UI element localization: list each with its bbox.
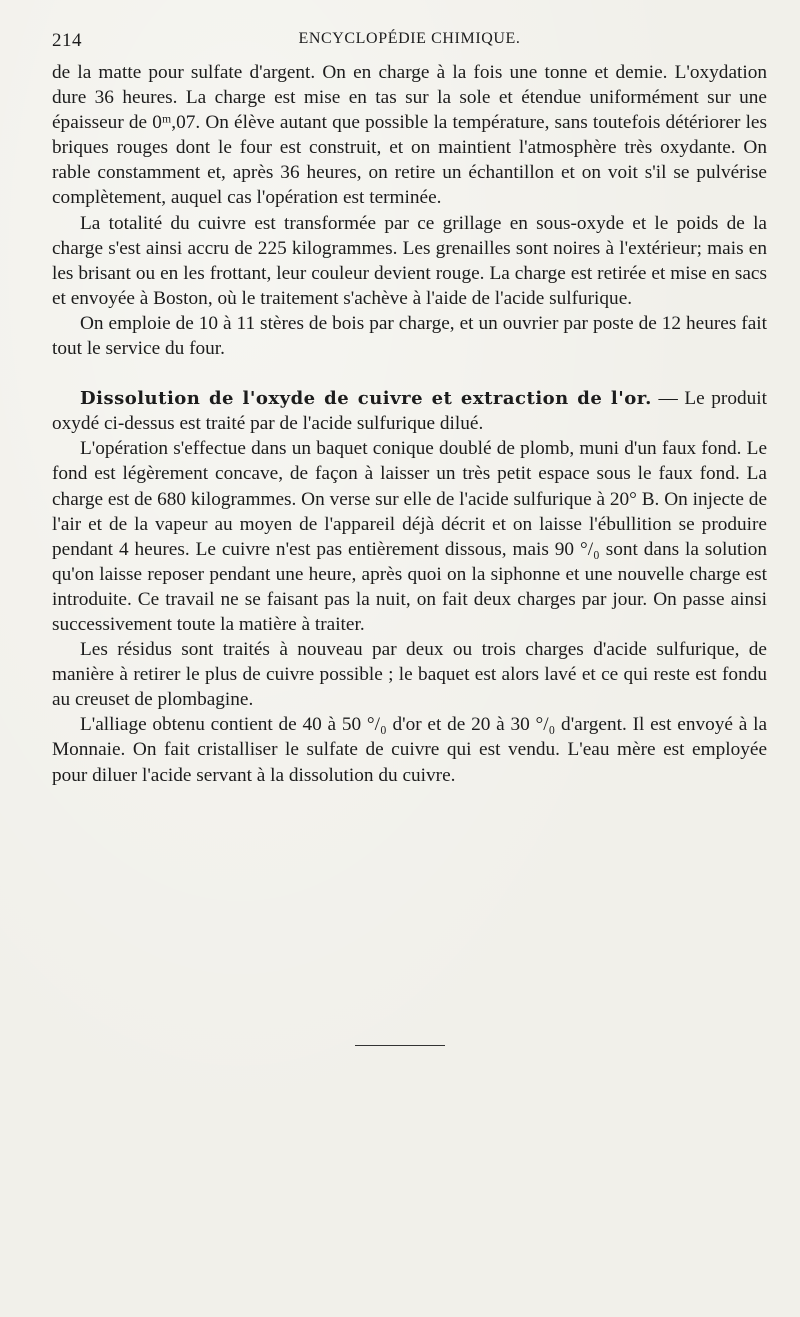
section-heading-paragraph xyxy=(52,386,767,436)
page-header xyxy=(52,30,767,54)
paragraph: L'opération s'effectue dans un baquet conique doublé de plomb, muni d'un faux fond. Le fond est légèrement concave, de façon à laisser un très petit espace sous le faux fond. La charge est de 680 kilogrammes. On verse sur elle de l'acide sulfurique à 20° B. On injecte de l'air et de la vapeur au moyen de l'appareil déjà décrit et on laisse l'ébullition se produire pendant 4 heures. Le cuivre n'est pas entièrement dissous, mais 90 °/₀ sont dans la solution qu'on laisse reposer pendant une heure, après quoi on la siphonne et une nouvelle charge est introduite. Ce travail ne se faisant pas la nuit, on fait deux charges par jour. On passe ainsi successivement toute la matière à traiter. xyxy=(52,438,767,635)
running-head: ENCYCLOPÉDIE CHIMIQUE. xyxy=(298,30,521,47)
section-end-rule xyxy=(355,1045,445,1046)
section-heading-continuation: — Le produit oxydé ci-dessus est traité par de l'acide sulfurique dilué. xyxy=(52,388,767,435)
paragraph: Les résidus sont traités à nouveau par deux ou trois charges d'acide sulfurique, de manière à retirer le plus de cuivre possible ; le baquet est alors lavé et ce qui reste est fondu au creuset de plombagine. xyxy=(52,639,767,711)
paragraph: On emploie de 10 à 11 stères de bois par charge, et un ouvrier par poste de 12 heures fait tout le service du four. xyxy=(52,312,767,360)
paragraph: La totalité du cuivre est transformée par ce grillage en sous-oxyde et le poids de la charge s'est ainsi accru de 225 kilogrammes. Les grenailles sont noires à l'extérieur; mais en les brisant ou en les frottant, leur couleur devient rouge. La charge est retirée et mise en sacs et envoyée à Boston, où le traitement s'achève à l'aide de l'acide sulfurique. xyxy=(52,212,767,309)
page-number: 214 xyxy=(52,30,82,51)
paragraph: L'alliage obtenu contient de 40 à 50 °/₀ d'or et de 20 à 30 °/₀ d'argent. Il est envoyé à la Monnaie. On fait cristalliser le sulfate de cuivre qui est vendu. L'eau mère est employée pour diluer l'acide servant à la dissolution du cuivre. xyxy=(52,714,767,786)
paragraph-continued: de la matte pour sulfate d'argent. On en charge à la fois une tonne et demie. L'oxydation dure 36 heures. La charge est mise en tas sur la sole et étendue uniformément sur une épaisseur de 0ᵐ,07. On élève autant que possible la température, sans toutefois détériorer les briques rouges dont le four est construit, et on maintient l'atmosphère très oxydante. On rable constamment et, après 36 heures, on retire un échantillon et on voit s'il se pulvérise complètement, auquel cas l'opération est terminée. xyxy=(52,62,767,209)
body-text xyxy=(52,60,767,788)
section-heading: Dissolution de l'oxyde de cuivre et extraction de l'or. xyxy=(80,388,652,410)
